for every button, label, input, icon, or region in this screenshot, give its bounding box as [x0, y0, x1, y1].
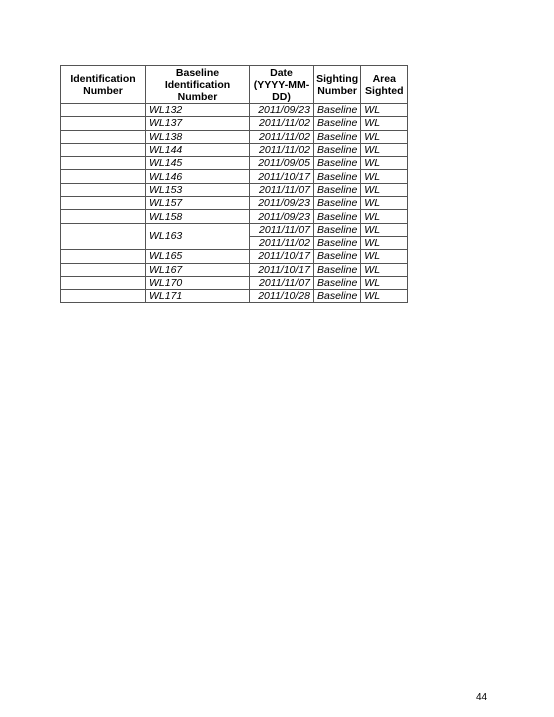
area-sighted-cell: WL [361, 157, 408, 170]
baseline-id-cell: WL171 [146, 290, 250, 303]
sighting-number-cell: Baseline [314, 263, 361, 276]
date-cell: 2011/10/28 [250, 290, 314, 303]
area-sighted-cell: WL [361, 250, 408, 263]
baseline-id-cell: WL145 [146, 157, 250, 170]
header-area-sighted: Area Sighted [361, 66, 408, 104]
baseline-id-cell: WL158 [146, 210, 250, 223]
identification-number-cell [61, 117, 146, 130]
table-header-row [61, 66, 408, 104]
area-sighted-cell: WL [361, 117, 408, 130]
date-cell: 2011/10/17 [250, 263, 314, 276]
table-row [61, 197, 408, 210]
identification-number-cell [61, 250, 146, 263]
sighting-number-cell: Baseline [314, 170, 361, 183]
sighting-number-cell: Baseline [314, 197, 361, 210]
sighting-number-cell: Baseline [314, 250, 361, 263]
baseline-id-cell: WL144 [146, 143, 250, 156]
date-cell: 2011/09/23 [250, 210, 314, 223]
identification-number-cell [61, 276, 146, 289]
baseline-id-cell: WL157 [146, 197, 250, 210]
table-row [61, 183, 408, 196]
area-sighted-cell: WL [361, 236, 408, 249]
table-row [61, 223, 408, 236]
identification-number-cell [61, 263, 146, 276]
table-row [61, 290, 408, 303]
identification-number-cell [61, 157, 146, 170]
date-cell: 2011/11/02 [250, 117, 314, 130]
baseline-id-cell: WL153 [146, 183, 250, 196]
sighting-number-cell: Baseline [314, 143, 361, 156]
area-sighted-cell: WL [361, 130, 408, 143]
table-row [61, 104, 408, 117]
date-cell: 2011/11/02 [250, 143, 314, 156]
area-sighted-cell: WL [361, 183, 408, 196]
sighting-number-cell: Baseline [314, 236, 361, 249]
baseline-id-cell: WL165 [146, 250, 250, 263]
area-sighted-cell: WL [361, 197, 408, 210]
date-cell: 2011/09/23 [250, 197, 314, 210]
sighting-number-cell: Baseline [314, 276, 361, 289]
date-cell: 2011/11/02 [250, 236, 314, 249]
date-cell: 2011/10/17 [250, 250, 314, 263]
area-sighted-cell: WL [361, 210, 408, 223]
sighting-number-cell: Baseline [314, 117, 361, 130]
sighting-number-cell: Baseline [314, 290, 361, 303]
identification-number-cell [61, 170, 146, 183]
identification-number-cell [61, 130, 146, 143]
header-date: Date (YYYY-MM-DD) [250, 66, 314, 104]
date-cell: 2011/10/17 [250, 170, 314, 183]
area-sighted-cell: WL [361, 263, 408, 276]
identification-number-cell [61, 183, 146, 196]
area-sighted-cell: WL [361, 276, 408, 289]
identification-number-cell [61, 143, 146, 156]
baseline-id-cell: WL170 [146, 276, 250, 289]
header-sighting-number: Sighting Number [314, 66, 361, 104]
table-row [61, 170, 408, 183]
identification-number-cell [61, 104, 146, 117]
baseline-id-cell: WL132 [146, 104, 250, 117]
date-cell: 2011/09/05 [250, 157, 314, 170]
sightings-table [60, 65, 408, 303]
baseline-id-cell: WL163 [146, 223, 250, 250]
table-row [61, 263, 408, 276]
header-identification-number: Identification Number [61, 66, 146, 104]
date-cell: 2011/11/07 [250, 276, 314, 289]
table-row [61, 157, 408, 170]
baseline-id-cell: WL146 [146, 170, 250, 183]
identification-number-cell [61, 210, 146, 223]
table-row [61, 276, 408, 289]
identification-number-cell [61, 290, 146, 303]
table-row [61, 117, 408, 130]
area-sighted-cell: WL [361, 223, 408, 236]
sighting-number-cell: Baseline [314, 183, 361, 196]
area-sighted-cell: WL [361, 143, 408, 156]
sighting-number-cell: Baseline [314, 130, 361, 143]
sighting-number-cell: Baseline [314, 223, 361, 236]
area-sighted-cell: WL [361, 104, 408, 117]
area-sighted-cell: WL [361, 290, 408, 303]
identification-number-cell [61, 197, 146, 210]
table-row [61, 130, 408, 143]
table-row [61, 210, 408, 223]
baseline-id-cell: WL138 [146, 130, 250, 143]
area-sighted-cell: WL [361, 170, 408, 183]
date-cell: 2011/11/07 [250, 183, 314, 196]
date-cell: 2011/11/02 [250, 130, 314, 143]
table-row [61, 143, 408, 156]
baseline-id-cell: WL137 [146, 117, 250, 130]
date-cell: 2011/11/07 [250, 223, 314, 236]
page-number: 44 [476, 692, 488, 703]
sighting-number-cell: Baseline [314, 104, 361, 117]
identification-number-cell [61, 223, 146, 250]
header-baseline-identification-number: Baseline Identification Number [146, 66, 250, 104]
table-row [61, 250, 408, 263]
date-cell: 2011/09/23 [250, 104, 314, 117]
sighting-number-cell: Baseline [314, 210, 361, 223]
sighting-number-cell: Baseline [314, 157, 361, 170]
baseline-id-cell: WL167 [146, 263, 250, 276]
